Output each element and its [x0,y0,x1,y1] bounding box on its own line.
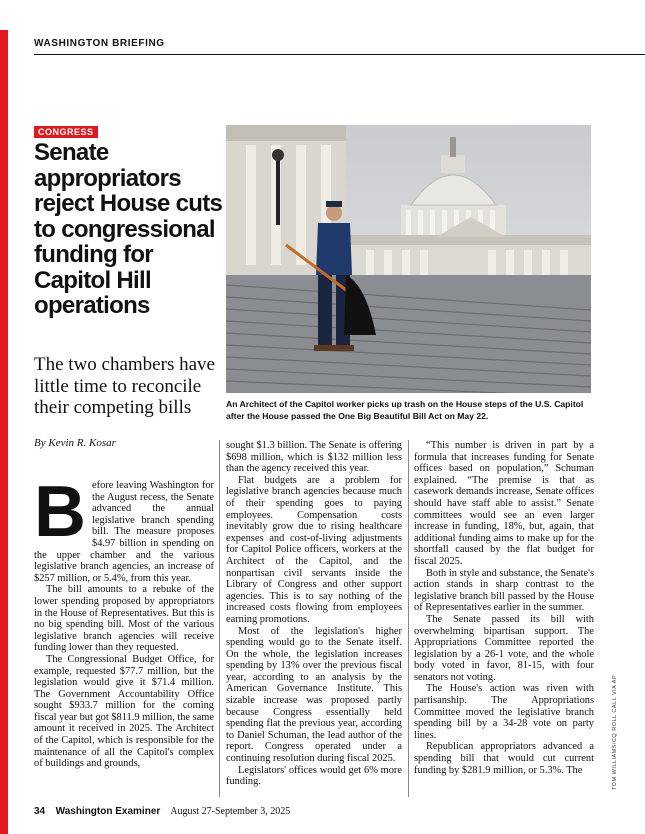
body-column-2 [226,440,402,788]
body-paragraph: The Congressional Budget Office, for example, requested $77.7 million, but the legislation would give it $71.4 million. The Government Accountability Office sought $933.7 million for the coming fiscal year but got $811.9 million, the same amount it received in 2025. The Architect of the Capitol, which is responsible for the maintenance of all the Capitol's complex of buildings and grounds, [34,653,214,770]
column-divider [408,440,409,797]
body-paragraph [34,472,214,584]
body-column-3 [414,440,594,776]
body-paragraph: Republican appropriators advanced a spending bill that would cut current funding by $281.9 million, or 5.3%. The [414,741,594,776]
section-header: WASHINGTON BRIEFING [34,38,165,49]
red-accent-bar [0,30,8,834]
body-column-1 [34,472,214,770]
page-number: 34 [34,806,46,817]
body-paragraph: Both in style and substance, the Senate's action stands in sharp contrast to the legislative branch bill passed by the House of Representatives earlier in the summer. [414,567,594,614]
body-paragraph: Legislators' offices would get 6% more funding. [226,764,402,788]
capitol-photo-illustration [226,125,591,393]
kicker-badge: CONGRESS [34,126,98,138]
byline: By Kevin R. Kosar [34,437,116,449]
body-paragraph-text: efore leaving Washington for the August recess, the Senate advanced the annual legislative branch spending bill. The measure proposes $4.97 billion in spending on the upper chamber and the various legislative branch agencies, an increase of $257 million, or 5.4%, from this year. [34,480,214,584]
drop-cap: B [34,472,86,552]
dek-subtitle: The two chambers have little time to reconcile their competing bills [34,354,215,418]
header-rule [34,54,645,55]
column-divider [219,440,220,797]
magazine-name: Washington Examiner [55,806,161,817]
page-footer [34,806,290,817]
capitol-photo [226,125,591,393]
body-paragraph: The House's action was riven with partisanship. The Appropriations Committee moved the legislative branch spending bill by a 34-28 vote on party lines. [414,683,594,741]
issue-date: August 27-September 3, 2025 [170,806,291,817]
photo-credit: TOM WILLIAMS/CQ ROLL CALL VIA AP [612,674,618,790]
body-paragraph: The Senate passed its bill with overwhelming bipartisan support. The Appropriations Committee reported the legislation by a 26-1 vote, and the whole body voted in favor, 81-15, with four senators not voting. [414,613,594,683]
body-paragraph: sought $1.3 billion. The Senate is offering $698 million, which is $132 million less than the agency received this year. [226,440,402,475]
body-paragraph: The bill amounts to a rebuke of the lower spending proposed by appropriators in the House of Representatives. But this is no big spending bill. Most of the various legislative branch agencies will receive funding lower than they requested. [34,584,214,654]
body-paragraph: “This number is driven in part by a formula that increases funding for Senate offices based on population,” Schuman explained. “The premise is that as casework demands increase, Senate offices should have staff able to assist.” Senate committees would see an even larger increase in funding, 18%, but, again, that additional funding aims to make up for the shortfall caused by the flat budget for fiscal 2025. [414,440,594,567]
headline: Senate appropriators reject House cuts to congressional funding for Capitol Hill operations [34,139,223,319]
body-paragraph: Most of the legislation's higher spending would go to the Senate itself. On the whole, the legislation increases spending by 13% over the previous fiscal year, according to an analysis by the American Governance Institute. This sizable increase was proposed partly because Congress essentially held spending flat the previous year, according to Daniel Schuman, the lead author of the report. Congress operated under a continuing resolution during fiscal 2025. [226,625,402,765]
photo-caption: An Architect of the Capitol worker picks up trash on the House steps of the U.S. Capitol after the House passed the One Big Beautiful Bill Act on May 22. [226,399,584,421]
body-paragraph: Flat budgets are a problem for legislative branch agencies because much of their spending goes to paying employees. Compensation costs inevitably grow due to rising healthcare expenses and cost-of-living adjustments for Capitol Police officers, workers at the Architect of the Capitol, and the nonpartisan civil servants inside the Library of Congress and other support agencies. This is to say nothing of the increased costs flowing from employees earning promotions. [226,474,402,625]
